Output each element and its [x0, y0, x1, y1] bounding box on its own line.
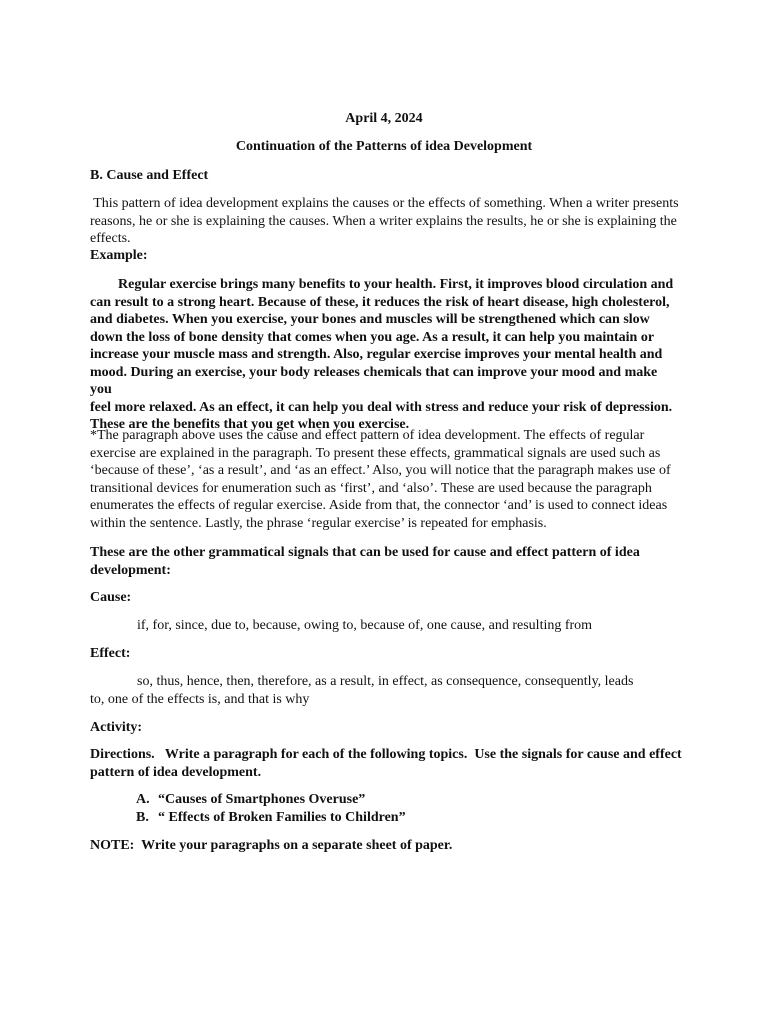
- topic-marker: A.: [136, 792, 150, 807]
- example-line: increase your muscle mass and strength. Also, regular exercise improves your mental health and: [90, 347, 663, 362]
- topic-marker: B.: [136, 810, 149, 825]
- explanation-line: exercise are explained in the paragraph. To present these effects, grammatical signals are used such as: [90, 445, 661, 461]
- effect-signals-line: so, thus, hence, then, therefore, as a result, in effect, as consequence, consequently, leads: [137, 674, 634, 689]
- example-line: Regular exercise brings many benefits to your health. First, it improves blood circulation and: [118, 277, 674, 292]
- example-line: feel more relaxed. As an effect, it can help you deal with stress and reduce your risk of depression.: [90, 399, 673, 415]
- cause-signals: if, for, since, due to, because, owing to, because of, one cause, and resulting from: [137, 618, 593, 633]
- intro-line: This pattern of idea development explains the causes or the effects of something. When a writer presents: [90, 196, 679, 211]
- cause-label: Cause:: [90, 590, 132, 605]
- signals-intro-line: These are the other grammatical signals that can be used for cause and effect pattern of idea: [90, 545, 640, 560]
- directions: [90, 746, 680, 781]
- example-line: down the loss of bone density that comes when you age. As a result, it can help you maintain or: [90, 329, 655, 345]
- intro-paragraph: [90, 195, 680, 248]
- document-title: Continuation of the Patterns of idea Development: [235, 139, 533, 154]
- explanation-paragraph: [90, 427, 680, 532]
- directions-line: pattern of idea development.: [90, 764, 262, 780]
- explanation-line: ‘because of these’, ‘as a result’, and ‘as an effect.’ Also, you will notice that the paragraph makes use of: [90, 463, 671, 478]
- example-line: can result to a strong heart. Because of these, it reduces the risk of heart disease, high cholesterol,: [90, 294, 670, 310]
- note: NOTE: Write your paragraphs on a separate sheet of paper.: [90, 838, 453, 853]
- document-date: April 4, 2024: [345, 111, 423, 126]
- example-paragraph: [90, 276, 680, 434]
- section-heading: B. Cause and Effect: [90, 168, 209, 183]
- intro-line: effects.: [90, 231, 131, 246]
- topic-text: “Causes of Smartphones Overuse”: [158, 792, 366, 807]
- effect-label: Effect:: [90, 646, 131, 661]
- topic-text: “ Effects of Broken Families to Children”: [158, 810, 406, 825]
- explanation-line: *The paragraph above uses the cause and effect pattern of idea development. The effects of regular: [90, 428, 645, 443]
- example-label: Example:: [90, 248, 148, 263]
- effect-signals-line: to, one of the effects is, and that is why: [90, 692, 310, 707]
- signals-intro: [90, 544, 680, 579]
- explanation-line: enumerates the effects of regular exercise. Aside from that, the connector ‘and’ is used to connect ideas: [90, 498, 668, 513]
- example-line: and diabetes. When you exercise, your bones and muscles will be strengthened which can slow: [90, 312, 650, 327]
- intro-line: reasons, he or she is explaining the causes. When a writer explains the results, he or she is explaining the: [90, 213, 677, 229]
- activity-label: Activity:: [90, 720, 143, 735]
- directions-line: Directions. Write a paragraph for each of the following topics. Use the signals for cause and effect: [90, 747, 682, 762]
- example-line: These are the benefits that you get when you exercise.: [90, 417, 410, 432]
- topic-item-a: [136, 791, 365, 809]
- explanation-line: within the sentence. Lastly, the phrase ‘regular exercise’ is repeated for emphasis.: [90, 515, 547, 531]
- example-line: mood. During an exercise, your body releases chemicals that can improve your mood and make you: [90, 364, 658, 397]
- topic-item-b: [136, 809, 406, 827]
- signals-intro-line: development:: [90, 562, 171, 578]
- explanation-line: transitional devices for enumeration such as ‘first’, and ‘also’. These are used because the paragraph: [90, 480, 652, 496]
